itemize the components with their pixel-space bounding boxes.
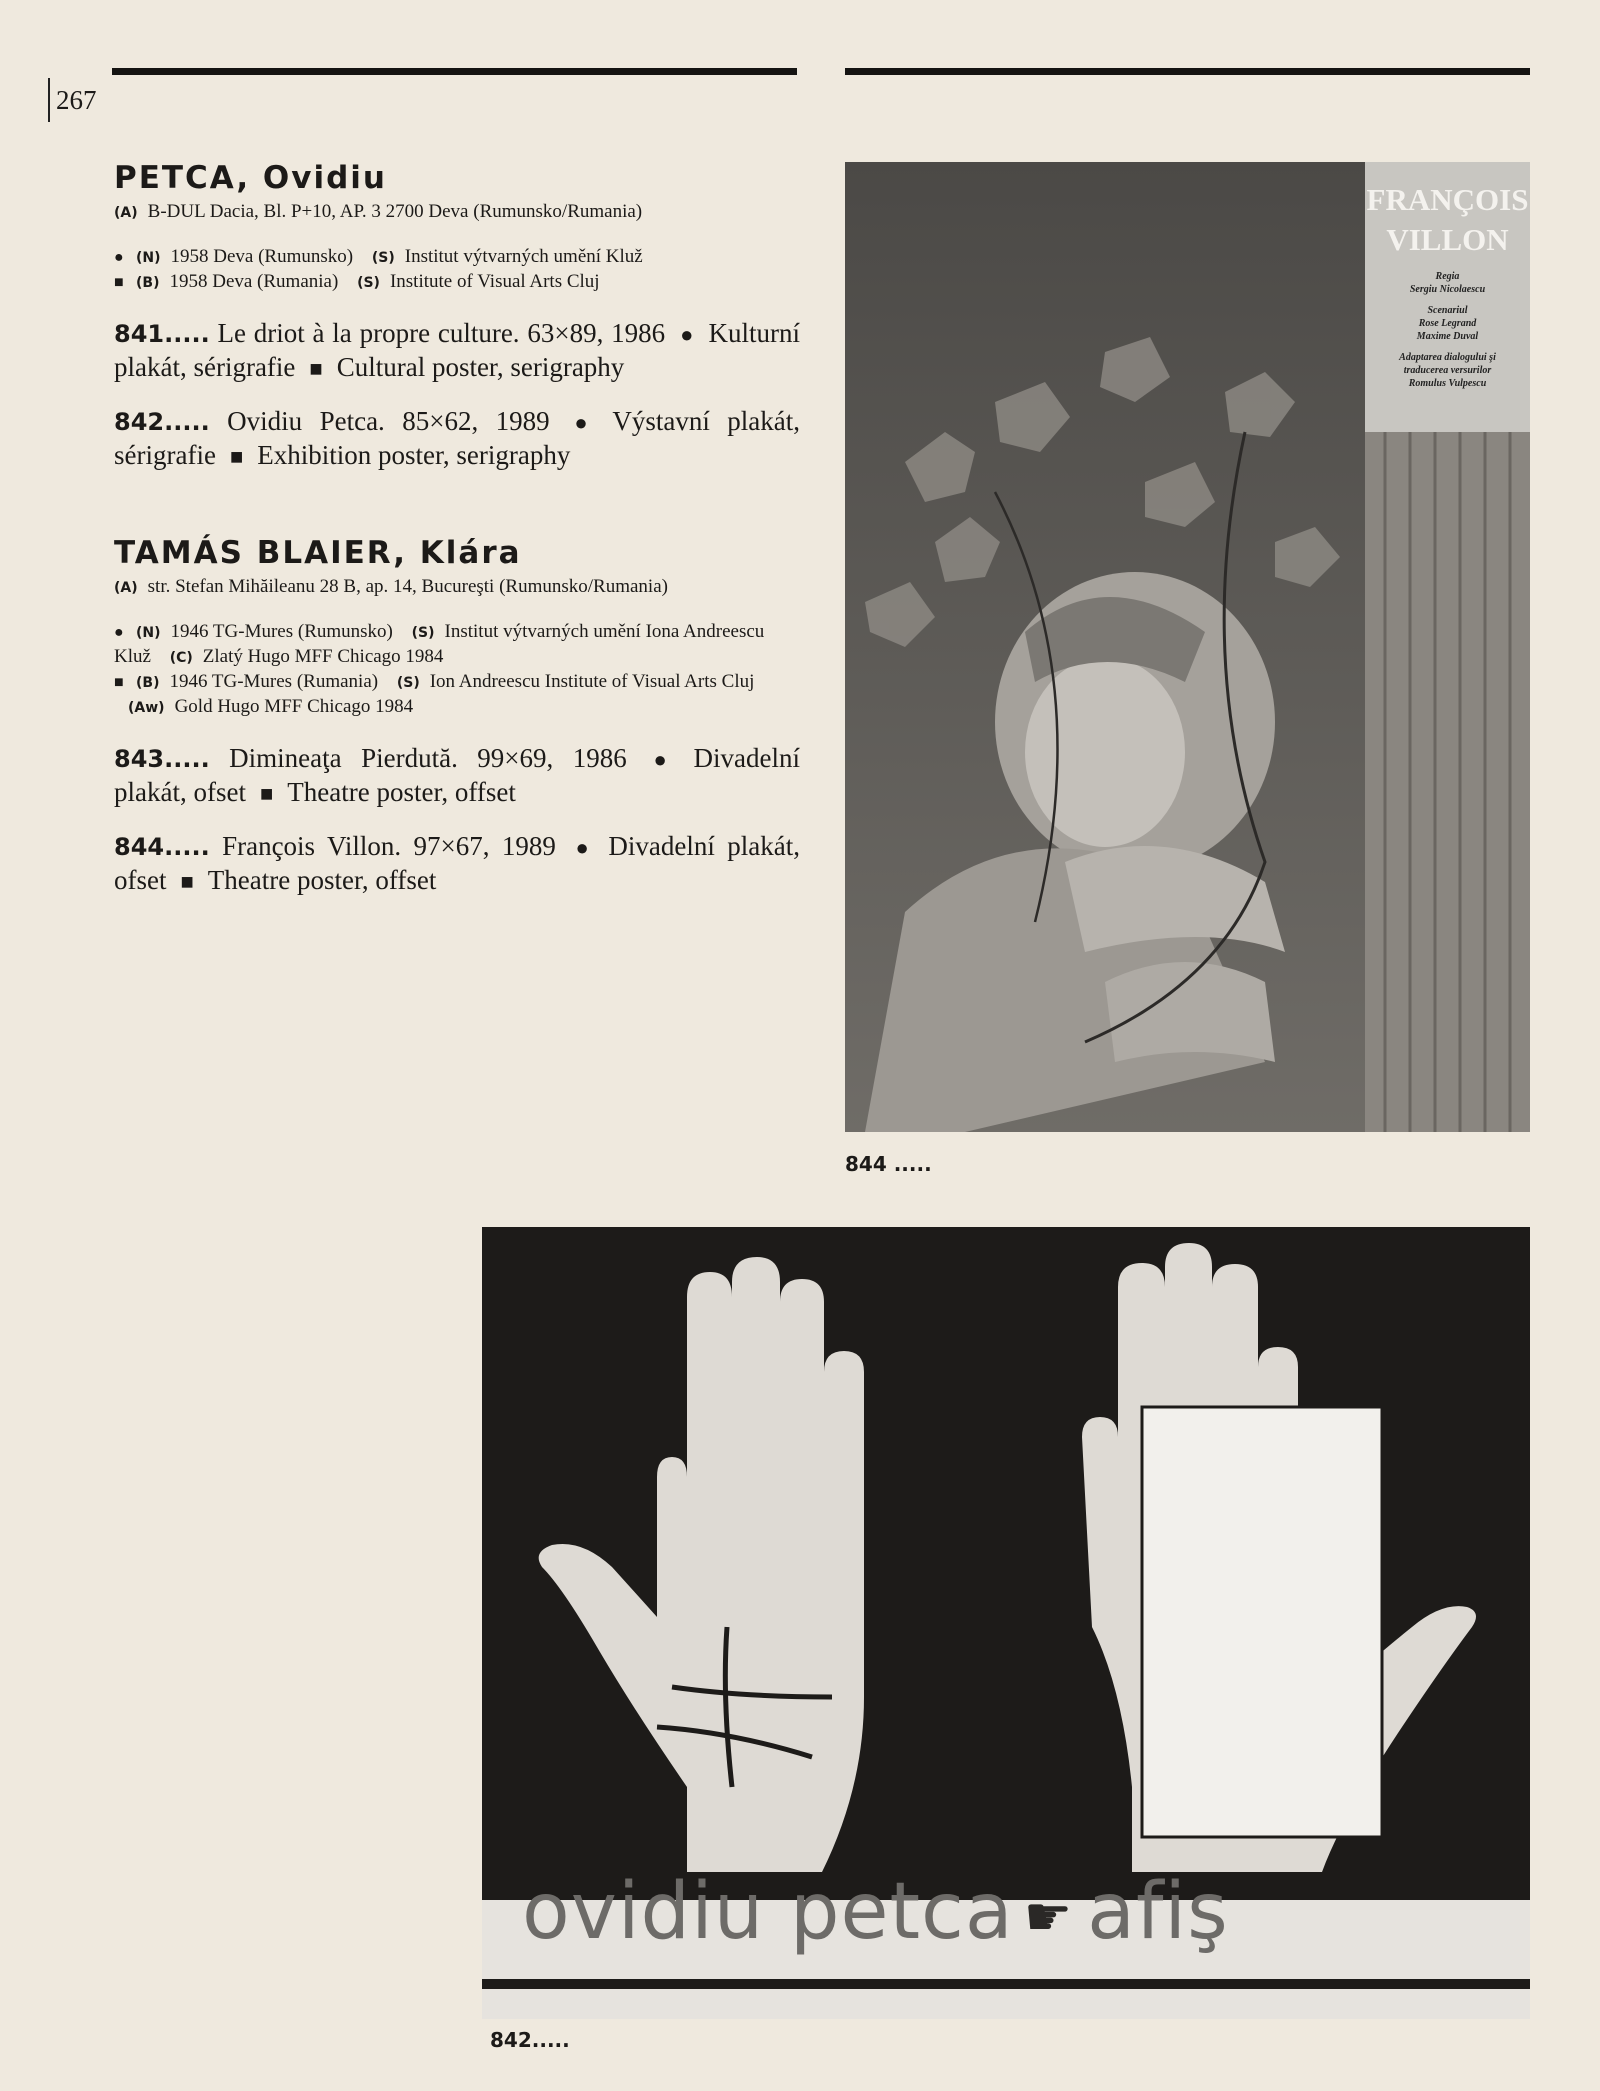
bullet-dot-icon: ●: [563, 410, 599, 435]
bullet-square-icon: ■: [259, 781, 274, 806]
catalog-entry: 843..... Dimineaţa Pierdută. 99×69, 1986 ● Divadelní plakát, ofset ■ Theatre poster, offset: [114, 743, 800, 807]
figure-caption-844: 844 .....: [845, 1152, 932, 1176]
bullet-dot-icon: ●: [640, 747, 680, 772]
catalog-entry: 844..... François Villon. 97×67, 1989 ● Divadelní plakát, ofset ■ Theatre poster, offset: [114, 831, 800, 895]
artist-bio: [114, 620, 800, 720]
pointing-hand-icon: ☛: [1023, 1884, 1074, 1948]
figure-caption-842: 842.....: [490, 2028, 570, 2052]
artist-name: PETCA, Ovidiu: [114, 160, 388, 196]
bio-english: ■ (B) 1958 Deva (Rumania) (S) Institute of Visual Arts Cluj: [114, 271, 600, 292]
poster-image-842: [482, 1227, 1530, 2019]
poster-title-text: ovidiu petca ☛ afiş: [522, 1867, 1229, 1962]
bio-czech: ● (N) 1958 Deva (Rumunsko) (S) Institut výtvarných umění Kluž: [114, 246, 643, 267]
page-number: 267: [48, 78, 97, 122]
artist-address: (A) B-DUL Dacia, Bl. P+10, AP. 3 2700 Deva (Rumunsko/Rumania): [114, 201, 643, 222]
poster-title-panel: FRANÇOIS VILLON Regia Sergiu Nicolaescu Scenariul Rose Legrand Maxime Duval Adaptarea dialogului şi traducerea versurilor Romulus Vulpescu: [1365, 162, 1530, 432]
poster-image-844: [845, 162, 1530, 1132]
catalog-entry: 841..... Le driot à la propre culture. 63×89, 1986 ● Kulturní plakát, sérigrafie ■ Cultural poster, serigraphy: [114, 318, 800, 382]
artist-block: [114, 160, 800, 473]
bullet-square-icon: ■: [309, 356, 323, 381]
artist-bio: [114, 245, 800, 295]
bullet-square-icon: ■: [180, 869, 194, 894]
bullet-square-icon: ■: [114, 674, 124, 691]
artist-address: (A) str. Stefan Mihăileanu 28 B, ap. 14, Bucureşti (Rumunsko/Rumania): [114, 576, 668, 597]
artist-name: TAMÁS BLAIER, Klára: [114, 535, 522, 571]
bullet-dot-icon: ●: [569, 835, 595, 860]
header-rule-right: [845, 68, 1530, 75]
bio-english: ■ (B) 1946 TG-Mures (Rumania) (S) Ion Andreescu Institute of Visual Arts Cluj (Aw) Gold Hugo MFF Chicago 1984: [114, 671, 755, 717]
artist-block: [114, 535, 800, 898]
catalog-entry: 842..... Ovidiu Petca. 85×62, 1989 ● Výstavní plakát, sérigrafie ■ Exhibition poster, serigraphy: [114, 406, 801, 470]
bullet-dot-icon: ●: [679, 322, 695, 347]
poster-credits-text: [853, 168, 1353, 179]
bullet-dot-icon: ●: [114, 624, 124, 641]
poster-title: FRANÇOIS VILLON: [1366, 182, 1529, 257]
artist-listing: [114, 160, 800, 918]
bullet-dot-icon: ●: [114, 249, 124, 266]
header-rule-left: [112, 68, 797, 75]
bio-czech: ● (N) 1946 TG-Mures (Rumunsko) (S) Institut výtvarných umění Iona Andreescu Kluž (C) Zlatý Hugo MFF Chicago 1984: [114, 621, 765, 667]
bullet-square-icon: ■: [229, 444, 244, 469]
bullet-square-icon: ■: [114, 274, 124, 291]
